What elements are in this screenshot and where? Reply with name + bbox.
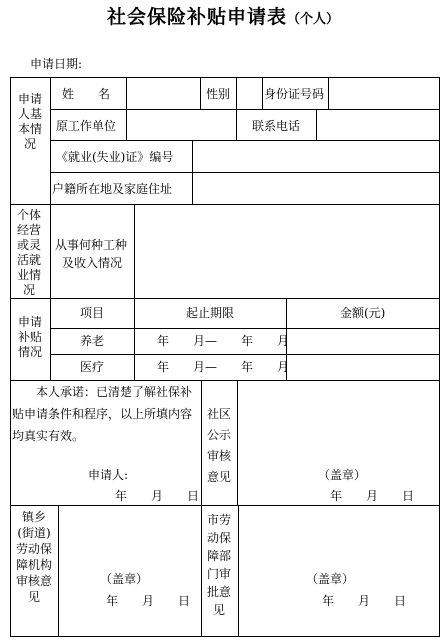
- township-divider: [58, 505, 59, 636]
- form-title: [0, 2, 446, 29]
- household-label: 户籍所在地及家庭住址: [52, 182, 173, 196]
- occupation-label-line2: 及收入情况: [62, 256, 123, 270]
- commitment-text: 本人承诺：已清楚了解社保补贴申请条件和程序，以上所填内容均真实有效。: [12, 385, 193, 443]
- commitment-date: 年 月 日: [115, 489, 200, 503]
- occupation-label-line1: 从事何种工种: [55, 238, 128, 252]
- table-top-border: [10, 77, 440, 78]
- employment-cert-label: 《就业(失业)证》编号: [56, 150, 174, 164]
- subsidy-row-medical-item: 医疗: [80, 360, 105, 374]
- id-number-label: 身份证号码: [264, 87, 325, 101]
- bureau-section-label: 市劳动保障部门审批意见: [207, 513, 232, 617]
- subsidy-col-amount: 金额(元): [340, 306, 386, 320]
- bureau-divider: [238, 505, 239, 636]
- flex-label-divider: [134, 204, 135, 298]
- subsidy-row-medical-period: 年 月— 年 月: [157, 360, 290, 374]
- basic-info-section-label: 申请人基本情况: [18, 92, 43, 151]
- title-suffix: （个人）: [287, 12, 340, 27]
- former-employer-label: 原工作单位: [56, 119, 117, 133]
- title-main: 社会保险补贴申请表: [106, 6, 287, 28]
- basic-row-line-3: [50, 172, 440, 173]
- table-bottom-border: [10, 636, 440, 637]
- basic-row-line-1: [50, 109, 440, 110]
- application-date-label: 申请日期:: [30, 57, 83, 71]
- township-section-label: 镇乡(街道)劳动保障机构审核意见: [15, 510, 52, 604]
- subsidy-row-pension-period: 年 月— 年 月: [157, 334, 290, 348]
- subsidy-col-period: 起止期限: [186, 306, 235, 320]
- subsidy-col-item: 项目: [80, 306, 105, 320]
- subsidy-top-line: [10, 298, 440, 299]
- name-label: 姓 名: [62, 87, 111, 101]
- flex-col-divider: [50, 204, 51, 298]
- subsidy-col-divider: [50, 298, 51, 380]
- gender-label: 性别: [206, 87, 231, 101]
- id-left-line: [262, 77, 263, 109]
- flexible-section-label: 个体经营或灵活就业情况: [16, 208, 41, 297]
- id-right-line: [328, 77, 329, 109]
- table-left-border: [10, 77, 11, 637]
- subsidy-item-divider: [134, 298, 135, 380]
- approval-top-line: [10, 505, 440, 506]
- basic-row-line-2: [50, 140, 440, 141]
- basic-label-divider: [126, 77, 127, 141]
- table-right-border: [439, 77, 440, 637]
- bureau-seal: （盖章）: [306, 572, 355, 586]
- township-date: 年 月 日: [106, 594, 191, 608]
- subsidy-row-line-1: [50, 328, 440, 329]
- gender-right-line: [236, 77, 237, 141]
- applicant-signature-label: 申请人:: [88, 468, 129, 482]
- gender-left-line: [200, 77, 201, 109]
- approval-mid-divider: [201, 505, 202, 636]
- community-seal: （盖章）: [318, 468, 367, 482]
- community-date: 年 月 日: [330, 489, 415, 503]
- subsidy-row-line-2: [50, 354, 440, 355]
- phone-label: 联系电话: [252, 119, 301, 133]
- commitment-divider: [201, 380, 202, 506]
- community-section-label: 社区公示审核意见: [207, 407, 232, 484]
- bureau-date: 年 月 日: [322, 594, 407, 608]
- flex-top-line: [10, 204, 440, 205]
- phone-right-line: [316, 109, 317, 141]
- cert-label-divider: [192, 140, 193, 204]
- community-divider: [237, 380, 238, 506]
- subsidy-section-label: 申请补贴情况: [18, 315, 43, 359]
- subsidy-row-pension-item: 养老: [80, 334, 105, 348]
- township-seal: （盖章）: [100, 572, 149, 586]
